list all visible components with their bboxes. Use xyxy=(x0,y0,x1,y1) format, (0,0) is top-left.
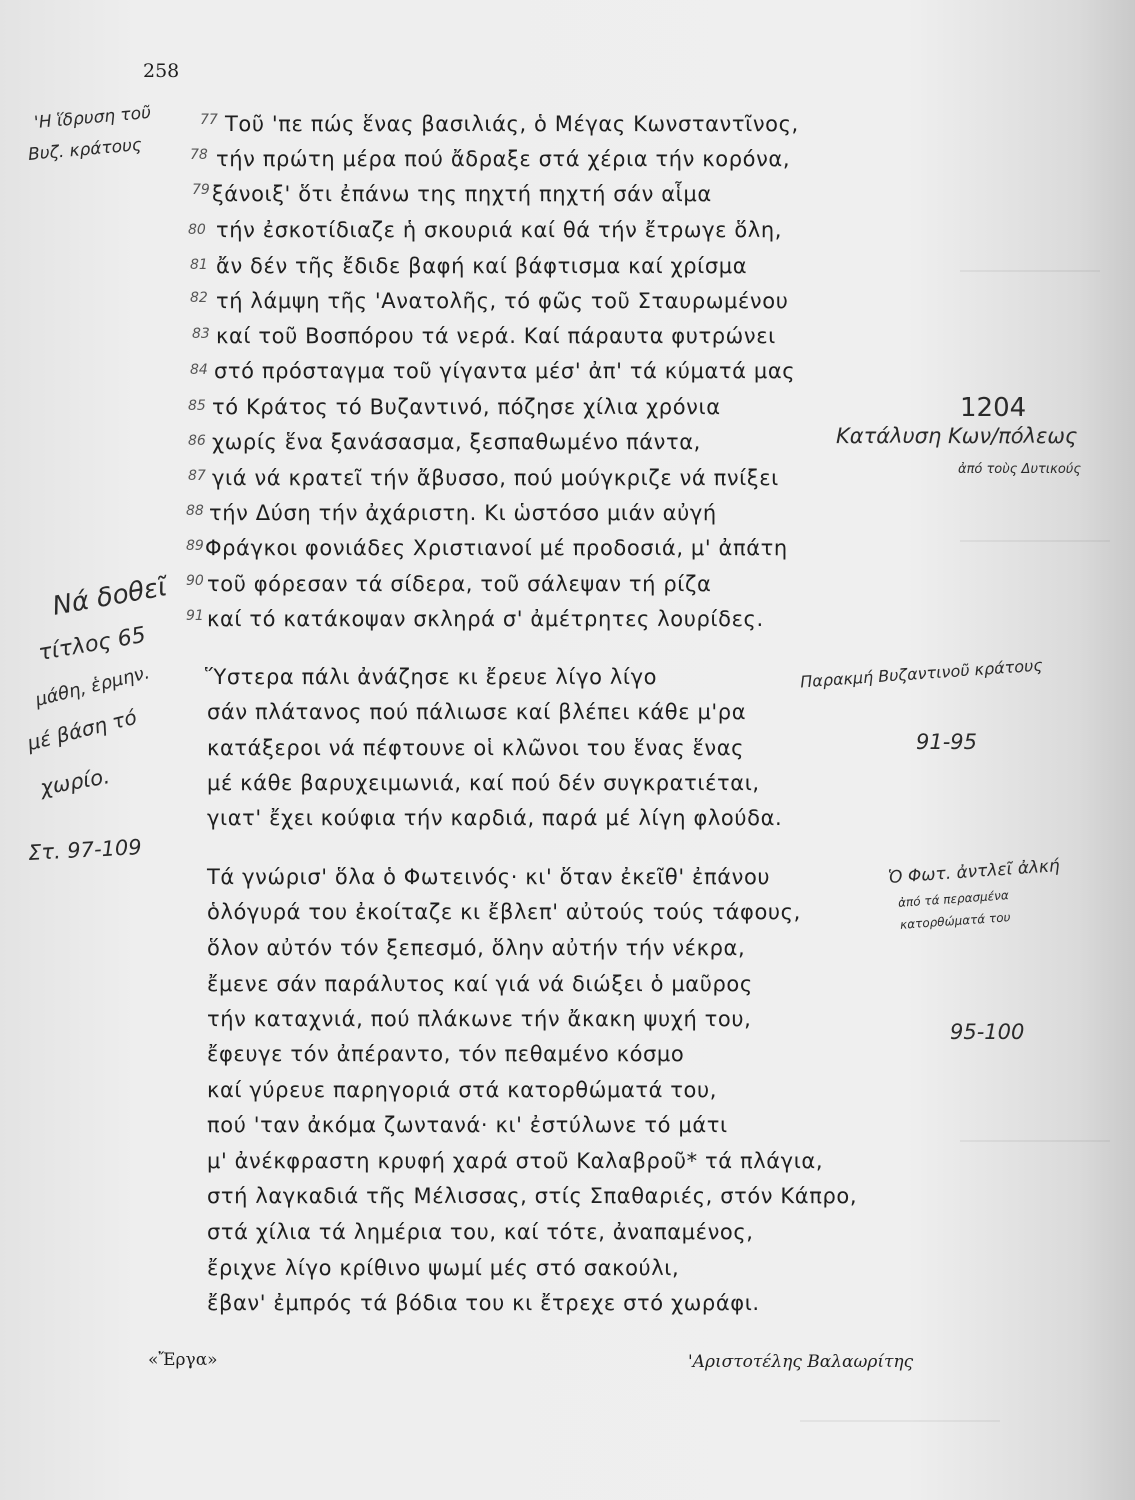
verse-line: καί τό κατάκοψαν σκληρά σ' ἀμέτρητες λουρίδες. xyxy=(207,607,764,631)
line-number: 88 xyxy=(186,503,204,519)
line-number: 81 xyxy=(190,257,208,273)
verse-line: μέ κάθε βαρυχειμωνιά, καί πού δέν συγκρατιέται, xyxy=(207,771,760,795)
verse-line: πού 'ταν ἀκόμα ζωντανά· κι' ἐστύλωνε τό μάτι xyxy=(207,1113,728,1137)
source-title: «Ἔργα» xyxy=(148,1350,218,1370)
verse-line: σάν πλάτανος πού πάλιωσε καί βλέπει κάθε μ'ρα xyxy=(207,700,747,724)
verse-line: ὁλόγυρά του ἐκοίταζε κι ἔβλεπ' αὐτούς τούς τάφους, xyxy=(207,900,801,924)
verse-line: τήν Δύση τήν ἀχάριστη. Κι ὡστόσο μιάν αὐγή xyxy=(209,501,717,525)
line-number: 80 xyxy=(188,222,206,238)
line-number: 87 xyxy=(188,468,206,484)
annotation-foteinos-2: ἀπό τά περασμένα xyxy=(897,888,1010,910)
verse-line: μ' ἀνέκφραστη κρυφή χαρά στοῦ Καλαβροῦ* τά πλάγια, xyxy=(207,1149,824,1173)
annotation-range-1: 91-95 xyxy=(916,730,978,754)
line-number: 90 xyxy=(186,573,204,589)
verse-line: καί γύρευε παρηγοριά στά κατορθώματά του, xyxy=(207,1078,718,1102)
line-number: 82 xyxy=(190,290,208,306)
verse-line: τήν πρώτη μέρα πού ἄδραξε στά χέρια τήν κορόνα, xyxy=(216,147,791,171)
annotation-founding-1: 'Η ἵδρυση τοῦ xyxy=(33,102,152,134)
annotation-title-note-3: μάθη, ἑρμην. xyxy=(33,662,152,711)
annotation-foteinos-3: κατορθώματά του xyxy=(899,910,1011,932)
verse-line: ὅλον αὐτόν τόν ξεπεσμό, ὅλην αὐτήν τήν νέκρα, xyxy=(207,936,746,960)
line-number: 89 xyxy=(186,538,204,554)
line-number: 85 xyxy=(188,398,206,414)
verse-line: γιατ' ἔχει κούφια τήν καρδιά, παρά μέ λίγη φλούδα. xyxy=(207,806,783,830)
annotation-year: 1204 xyxy=(960,393,1027,423)
annotation-range-2: 95-100 xyxy=(950,1020,1025,1044)
annotation-title-note-2: τίτλος 65 xyxy=(36,622,148,667)
verse-line: Τά γνώρισ' ὅλα ὁ Φωτεινός· κι' ὅταν ἐκεῖθ' ἐπάνου xyxy=(207,865,771,889)
line-number: 91 xyxy=(186,608,204,624)
line-number: 78 xyxy=(190,147,208,163)
line-number: 86 xyxy=(188,433,206,449)
page-number: 258 xyxy=(143,60,180,82)
line-number: 83 xyxy=(192,326,210,342)
annotation-title-note-4: μέ βάση τό xyxy=(24,704,140,756)
line-number: 79 xyxy=(192,182,210,198)
verse-line: ἔφευγε τόν ἀπέραντο, τόν πεθαμένο κόσμο xyxy=(207,1042,685,1066)
verse-line: χωρίς ἕνα ξανάσασμα, ξεσπαθωμένο πάντα, xyxy=(212,430,701,454)
verse-line: στή λαγκαδιά τῆς Μέλισσας, στίς Σπαθαριές, στόν Κάπρο, xyxy=(207,1184,858,1208)
author-name: 'Αριστοτέλης Βαλαωρίτης xyxy=(688,1352,914,1372)
annotation-title-note-1: Νά δοθεῖ xyxy=(50,572,170,622)
verse-line: στά χίλια τά λημέρια του, καί τότε, ἀναπαμένος, xyxy=(207,1220,754,1244)
show-through-line xyxy=(960,1140,1110,1142)
verse-line: γιά νά κρατεῖ τήν ἄβυσσο, πού μούγκριζε νά πνίξει xyxy=(212,466,779,490)
verse-line: ἔμενε σάν παράλυτος καί γιά νά διώξει ὁ μαῦρος xyxy=(207,972,753,996)
verse-line: καί τοῦ Βοσπόρου τά νερά. Καί πάραυτα φυτρώνει xyxy=(216,324,776,348)
verse-line: τήν καταχνιά, πού πλάκωνε τήν ἄκακη ψυχή του, xyxy=(207,1007,752,1031)
show-through-line xyxy=(960,540,1110,542)
annotation-founding-2: Βυζ. κράτους xyxy=(27,135,143,165)
annotation-fall-title: Κατάλυση Κων/πόλεως xyxy=(836,424,1078,448)
verse-line: ἄν δέν τῆς ἔδιδε βαφή καί βάφτισμα καί χρίσμα xyxy=(216,254,748,278)
verse-line: ἔριχνε λίγο κρίθινο ψωμί μές στό σακούλι, xyxy=(207,1256,680,1280)
verse-line: ἔβαν' ἐμπρός τά βόδια του κι ἔτρεχε στό χωράφι. xyxy=(207,1291,760,1315)
annotation-foteinos-1: Ὁ Φωτ. ἀντλεῖ ἀλκή xyxy=(887,856,1061,888)
verse-line: τοῦ φόρεσαν τά σίδερα, τοῦ σάλεψαν τή ρίζα xyxy=(207,572,712,596)
annotation-fall-sub: ἀπό τοὺς Δυτικούς xyxy=(958,462,1081,477)
verse-line: τήν ἐσκοτίδιαζε ἡ σκουριά καί θά τήν ἔτρωγε ὅλη, xyxy=(216,218,783,242)
annotation-verses-range: Στ. 97-109 xyxy=(27,835,143,865)
verse-line: τό Κράτος τό Βυζαντινό, πόζησε χίλια χρόνια xyxy=(212,395,721,419)
verse-line: κατάξεροι νά πέφτουνε οἱ κλῶνοι του ἕνας ἕνας xyxy=(207,736,745,760)
show-through-line xyxy=(800,1420,1000,1422)
annotation-title-note-5: χωρίο. xyxy=(38,764,112,800)
verse-line: τή λάμψη τῆς 'Ανατολῆς, τό φῶς τοῦ Σταυρωμένου xyxy=(216,289,789,313)
verse-line: Ὕστερα πάλι ἀνάζησε κι ἔρευε λίγο λίγο xyxy=(205,665,658,689)
annotation-decline: Παρακμή Βυζαντινοῦ κράτους xyxy=(799,655,1044,692)
verse-line: στό πρόσταγμα τοῦ γίγαντα μέσ' ἀπ' τά κύματά μας xyxy=(214,359,796,383)
verse-line: Τοῦ 'πε πώς ἕνας βασιλιάς, ὁ Μέγας Κωνσταντῖνος, xyxy=(225,112,799,136)
show-through-line xyxy=(960,270,1100,272)
verse-line: Φράγκοι φονιάδες Χριστιανοί μέ προδοσιά, μ' ἀπάτη xyxy=(205,536,788,560)
line-number: 84 xyxy=(190,362,208,378)
line-number: 77 xyxy=(200,112,218,128)
verse-line: ξάνοιξ' ὅτι ἐπάνω της πηχτή πηχτή σάν αἷμα xyxy=(212,182,712,206)
